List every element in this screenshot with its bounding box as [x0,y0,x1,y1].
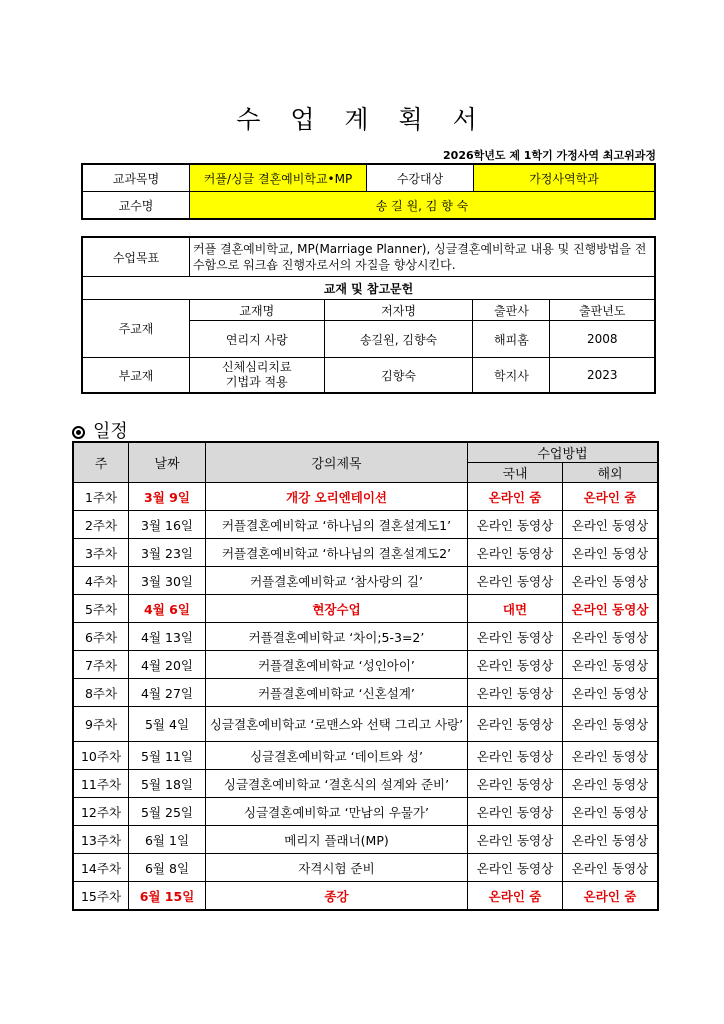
week-cell: 15주차 [73,882,129,911]
week-cell: 2주차 [73,511,129,539]
week-cell: 14주차 [73,854,129,882]
professor-label: 교수명 [82,192,190,220]
week-cell: 8주차 [73,679,129,707]
date-cell: 4월 20일 [129,651,206,679]
col-book-name: 교재명 [190,300,325,321]
date-cell: 5월 25일 [129,798,206,826]
domestic-method-cell: 온라인 동영상 [468,798,563,826]
course-info-table [81,163,656,220]
date-cell: 6월 8일 [129,854,206,882]
domestic-method-cell: 온라인 동영상 [468,539,563,567]
lecture-title-cell: 커플결혼예비학교 ‘참사랑의 길’ [206,567,468,595]
overseas-method-cell: 온라인 동영상 [563,595,659,623]
date-cell: 4월 27일 [129,679,206,707]
week-cell: 7주차 [73,651,129,679]
domestic-method-cell: 온라인 동영상 [468,679,563,707]
date-cell: 3월 23일 [129,539,206,567]
week-cell: 1주차 [73,483,129,511]
schedule-row [73,770,658,798]
overseas-method-cell: 온라인 동영상 [563,707,659,742]
overseas-method-cell: 온라인 동영상 [563,567,659,595]
sub-book-author: 김향숙 [324,358,473,394]
objective-label: 수업목표 [82,237,190,277]
domestic-method-cell: 온라인 줌 [468,483,563,511]
domestic-method-cell: 온라인 동영상 [468,826,563,854]
schedule-row [73,742,658,770]
schedule-row [73,595,658,623]
objective-textbook-table [81,236,656,394]
schedule-row [73,567,658,595]
domestic-method-cell: 온라인 줌 [468,882,563,911]
lecture-title-cell: 싱글결혼예비학교 ‘결혼식의 설계와 준비’ [206,770,468,798]
objective-text: 커플 결혼예비학교, MP(Marriage Planner), 싱글결혼예비학교 내용 및 진행방법을 전수함으로 워크숍 진행자로서의 자질을 향상시킨다. [190,237,656,277]
schedule-row [73,679,658,707]
overseas-method-cell: 온라인 동영상 [563,826,659,854]
date-cell: 3월 9일 [129,483,206,511]
overseas-method-cell: 온라인 동영상 [563,511,659,539]
col-publisher: 출판사 [473,300,550,321]
overseas-method-cell: 온라인 줌 [563,483,659,511]
course-label: 교과목명 [82,164,190,192]
header-date: 날짜 [129,442,206,483]
header-overseas: 해외 [563,463,659,483]
lecture-title-cell: 커플결혼예비학교 ‘하나님의 결혼설계도1’ [206,511,468,539]
week-cell: 4주차 [73,567,129,595]
professor-value: 송 길 원, 김 향 숙 [190,192,656,220]
domestic-method-cell: 온라인 동영상 [468,707,563,742]
lecture-title-cell: 메리지 플래너(MP) [206,826,468,854]
main-textbook-label: 주교재 [82,300,190,358]
schedule-row [73,826,658,854]
week-cell: 10주차 [73,742,129,770]
schedule-row [73,511,658,539]
col-author: 저자명 [324,300,473,321]
main-book-name: 연리지 사랑 [190,321,325,358]
lecture-title-cell: 커플결혼예비학교 ‘신혼설계’ [206,679,468,707]
domestic-method-cell: 온라인 동영상 [468,651,563,679]
week-cell: 12주차 [73,798,129,826]
date-cell: 6월 1일 [129,826,206,854]
schedule-row [73,854,658,882]
lecture-title-cell: 싱글결혼예비학교 ‘로맨스와 선택 그리고 사랑’ [206,707,468,742]
document-title: 수 업 계 획 서 [236,105,488,134]
textbook-header: 교재 및 참고문헌 [82,277,655,300]
overseas-method-cell: 온라인 동영상 [563,742,659,770]
week-cell: 11주차 [73,770,129,798]
lecture-title-cell: 개강 오리엔테이션 [206,483,468,511]
col-year: 출판년도 [550,300,655,321]
header-domestic: 국내 [468,463,563,483]
overseas-method-cell: 온라인 줌 [563,882,659,911]
target-value: 가정사역학과 [474,164,656,192]
schedule-row [73,623,658,651]
sub-textbook-label: 부교재 [82,358,190,394]
date-cell: 5월 11일 [129,742,206,770]
sub-book-name: 신체심리치료 기법과 적용 [190,358,325,394]
lecture-title-cell: 커플결혼예비학교 ‘차이;5-3=2’ [206,623,468,651]
overseas-method-cell: 온라인 동영상 [563,854,659,882]
week-cell: 9주차 [73,707,129,742]
radio-bullet-icon [72,426,85,439]
date-cell: 5월 18일 [129,770,206,798]
target-label: 수강대상 [367,164,474,192]
overseas-method-cell: 온라인 동영상 [563,539,659,567]
lecture-title-cell: 현장수업 [206,595,468,623]
document-subtitle: 2026학년도 제 1학기 가정사역 최고위과정 [443,149,656,162]
date-cell: 4월 6일 [129,595,206,623]
schedule-row [73,798,658,826]
domestic-method-cell: 온라인 동영상 [468,567,563,595]
overseas-method-cell: 온라인 동영상 [563,623,659,651]
schedule-heading-text: 일정 [93,421,128,442]
schedule-table [72,441,659,911]
domestic-method-cell: 온라인 동영상 [468,511,563,539]
overseas-method-cell: 온라인 동영상 [563,770,659,798]
domestic-method-cell: 대면 [468,595,563,623]
week-cell: 13주차 [73,826,129,854]
sub-book-publisher: 학지사 [473,358,550,394]
schedule-row [73,483,658,511]
header-title: 강의제목 [206,442,468,483]
date-cell: 6월 15일 [129,882,206,911]
week-cell: 5주차 [73,595,129,623]
date-cell: 3월 16일 [129,511,206,539]
overseas-method-cell: 온라인 동영상 [563,651,659,679]
lecture-title-cell: 커플결혼예비학교 ‘성인아이’ [206,651,468,679]
date-cell: 4월 13일 [129,623,206,651]
lecture-title-cell: 자격시험 준비 [206,854,468,882]
domestic-method-cell: 온라인 동영상 [468,770,563,798]
schedule-row [73,882,658,911]
schedule-row [73,707,658,742]
main-book-author: 송길원, 김향숙 [324,321,473,358]
lecture-title-cell: 싱글결혼예비학교 ‘만남의 우물가’ [206,798,468,826]
lecture-title-cell: 싱글결혼예비학교 ‘데이트와 성’ [206,742,468,770]
week-cell: 6주차 [73,623,129,651]
lecture-title-cell: 커플결혼예비학교 ‘하나님의 결혼설계도2’ [206,539,468,567]
course-value: 커플/싱글 결혼예비학교•MP [190,164,367,192]
domestic-method-cell: 온라인 동영상 [468,742,563,770]
header-week: 주 [73,442,129,483]
lecture-title-cell: 종강 [206,882,468,911]
overseas-method-cell: 온라인 동영상 [563,798,659,826]
header-method: 수업방법 [468,442,659,463]
domestic-method-cell: 온라인 동영상 [468,854,563,882]
date-cell: 5월 4일 [129,707,206,742]
domestic-method-cell: 온라인 동영상 [468,623,563,651]
overseas-method-cell: 온라인 동영상 [563,679,659,707]
date-cell: 3월 30일 [129,567,206,595]
schedule-row [73,651,658,679]
main-book-publisher: 해피홈 [473,321,550,358]
schedule-row [73,539,658,567]
main-book-year: 2008 [550,321,655,358]
sub-book-year: 2023 [550,358,655,394]
week-cell: 3주차 [73,539,129,567]
schedule-heading [72,417,128,443]
